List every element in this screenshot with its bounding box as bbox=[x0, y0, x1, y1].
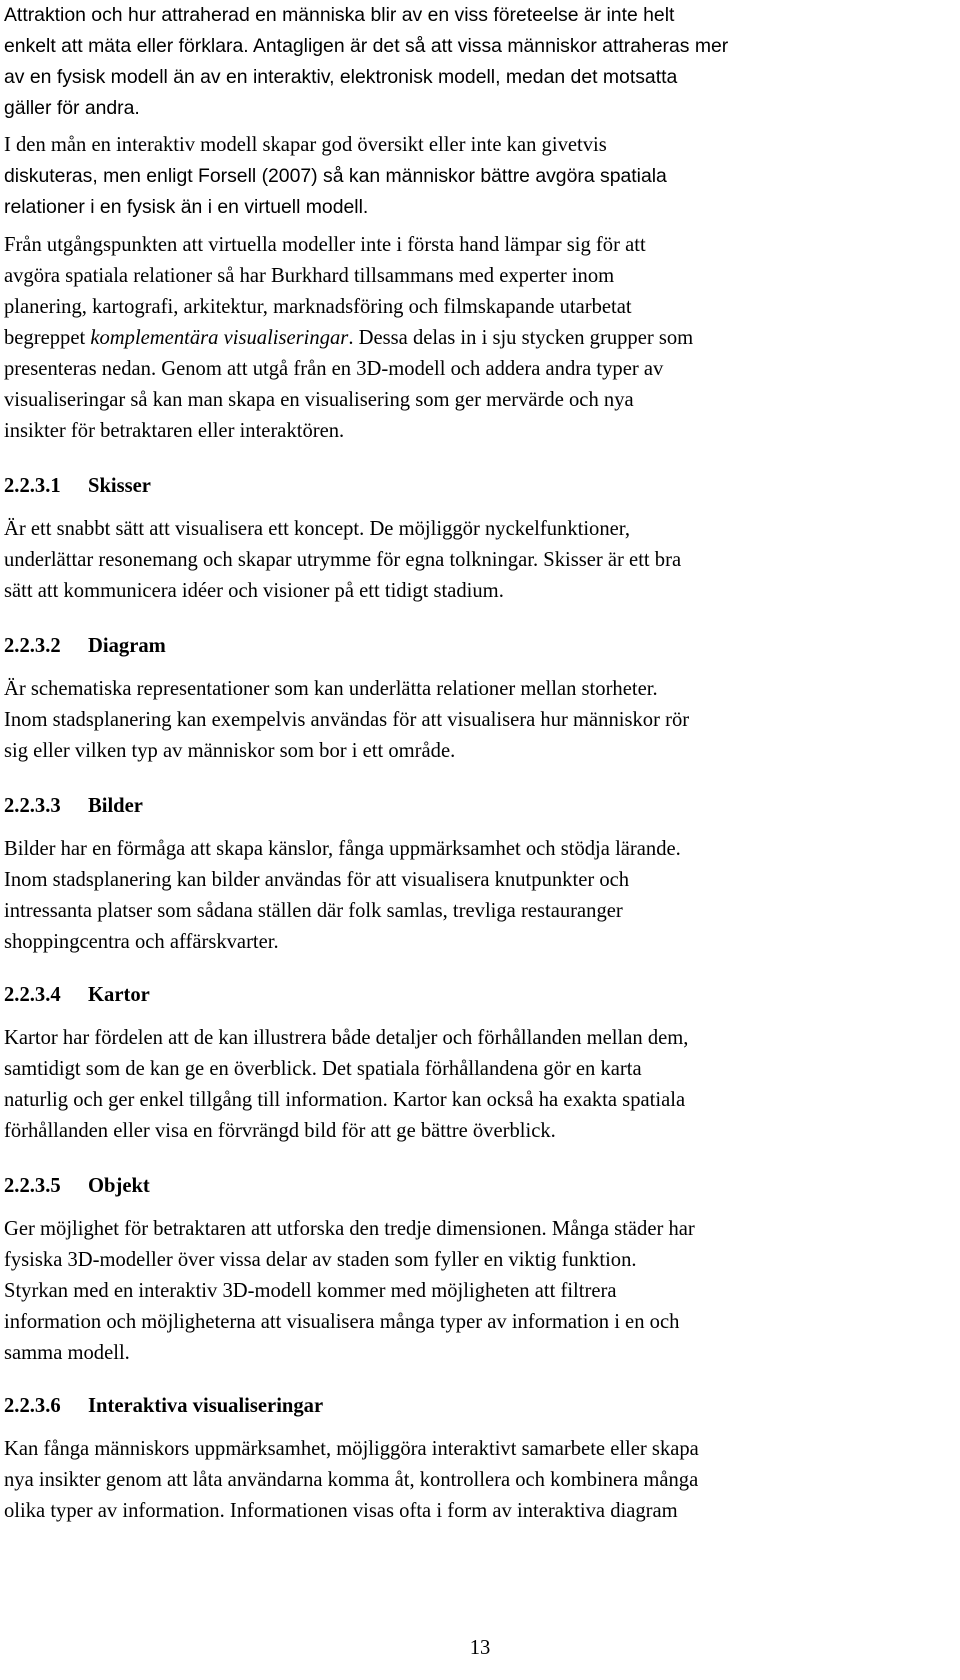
section-title: Objekt bbox=[88, 1175, 150, 1197]
section-number: 2.2.3.6 bbox=[4, 1395, 61, 1417]
section-title: Kartor bbox=[88, 984, 150, 1006]
text-fragment: . Dessa delas in i sju stycken grupper som bbox=[348, 327, 694, 349]
section-number: 2.2.3.2 bbox=[4, 635, 61, 657]
text-line: insikter för betraktaren eller interaktören. bbox=[4, 420, 345, 442]
text-line: underlättar resonemang och skapar utrymme för egna tolkningar. Skisser är ett bra bbox=[4, 549, 682, 571]
section-heading-skisser bbox=[4, 471, 151, 502]
section-heading-kartor bbox=[4, 980, 150, 1011]
section-body-bilder bbox=[4, 834, 681, 958]
section-body-kartor bbox=[4, 1023, 688, 1147]
text-line: Från utgångspunkten att virtuella modeller inte i första hand lämpar sig för att bbox=[4, 234, 646, 256]
text-line: intressanta platser som sådana ställen där folk samlas, trevliga restauranger bbox=[4, 900, 623, 922]
text-line: Styrkan med en interaktiv 3D-modell kommer med möjligheten att filtrera bbox=[4, 1280, 617, 1302]
paragraph-burkhard bbox=[4, 230, 693, 447]
section-number: 2.2.3.3 bbox=[4, 795, 61, 817]
text-line: planering, kartografi, arkitektur, marknadsföring och filmskapande utarbetat bbox=[4, 296, 632, 318]
text-line: gäller för andra. bbox=[4, 97, 140, 119]
text-line: Ger möjlighet för betraktaren att utforska den tredje dimensionen. Många städer har bbox=[4, 1218, 695, 1240]
text-line: I den mån en interaktiv modell skapar god översikt eller inte kan givetvis bbox=[4, 134, 607, 156]
text-line: nya insikter genom att låta användarna komma åt, kontrollera och kombinera många bbox=[4, 1469, 699, 1491]
section-heading-objekt bbox=[4, 1171, 150, 1202]
emphasized-term: komplementära visualiseringar bbox=[90, 327, 349, 349]
section-heading-bilder bbox=[4, 791, 143, 822]
text-line: avgöra spatiala relationer så har Burkhard tillsammans med experter inom bbox=[4, 265, 615, 287]
text-line: diskuteras, men enligt Forsell (2007) så kan människor bättre avgöra spatiala bbox=[4, 165, 667, 187]
text-line: olika typer av information. Informationen visas ofta i form av interaktiva diagram bbox=[4, 1500, 678, 1522]
section-number: 2.2.3.1 bbox=[4, 475, 61, 497]
text-line: samtidigt som de kan ge en överblick. Det spatiala förhållandena gör en karta bbox=[4, 1058, 642, 1080]
text-line: shoppingcentra och affärskvarter. bbox=[4, 931, 279, 953]
text-line: samma modell. bbox=[4, 1342, 130, 1364]
section-number: 2.2.3.4 bbox=[4, 984, 61, 1006]
section-body-skisser bbox=[4, 514, 681, 607]
text-line: Kartor har fördelen att de kan illustrera både detaljer och förhållanden mellan dem, bbox=[4, 1027, 689, 1049]
intro-paragraph-attraction bbox=[4, 0, 728, 124]
text-line: Är schematiska representationer som kan underlätta relationer mellan storheter. bbox=[4, 678, 658, 700]
section-title: Skisser bbox=[88, 475, 151, 497]
text-line: Attraktion och hur attraherad en människa blir av en viss företeelse är inte helt bbox=[4, 4, 675, 26]
paragraph-forsell bbox=[4, 130, 667, 223]
page-number: 13 bbox=[469, 1637, 491, 1659]
section-heading-interaktiva-visualiseringar bbox=[4, 1391, 323, 1422]
section-body-interaktiva-visualiseringar bbox=[4, 1434, 699, 1527]
section-body-diagram bbox=[4, 674, 689, 767]
section-body-objekt bbox=[4, 1214, 695, 1369]
section-title: Diagram bbox=[88, 635, 166, 657]
section-heading-diagram bbox=[4, 631, 166, 662]
section-title: Bilder bbox=[88, 795, 143, 817]
text-fragment: begreppet bbox=[4, 327, 91, 349]
text-line: information och möjligheterna att visualisera många typer av information i en och bbox=[4, 1311, 680, 1333]
text-line: Inom stadsplanering kan exempelvis användas för att visualisera hur människor rör bbox=[4, 709, 690, 731]
text-line: presenteras nedan. Genom att utgå från en 3D-modell och addera andra typer av bbox=[4, 358, 664, 380]
text-line: Är ett snabbt sätt att visualisera ett koncept. De möjliggör nyckelfunktioner, bbox=[4, 518, 630, 540]
section-title: Interaktiva visualiseringar bbox=[88, 1395, 324, 1417]
text-line: naturlig och ger enkel tillgång till information. Kartor kan också ha exakta spatiala bbox=[4, 1089, 686, 1111]
text-line: förhållanden eller visa en förvrängd bild för att ge bättre överblick. bbox=[4, 1120, 556, 1142]
text-line bbox=[4, 323, 693, 354]
text-line: Inom stadsplanering kan bilder användas för att visualisera knutpunkter och bbox=[4, 869, 630, 891]
text-line: fysiska 3D-modeller över vissa delar av staden som fyller en viktig funktion. bbox=[4, 1249, 637, 1271]
text-line: visualiseringar så kan man skapa en visualisering som ger mervärde och nya bbox=[4, 389, 634, 411]
text-line: sätt att kommunicera idéer och visioner på ett tidigt stadium. bbox=[4, 580, 504, 602]
section-number: 2.2.3.5 bbox=[4, 1175, 61, 1197]
text-line: enkelt att mäta eller förklara. Antagligen är det så att vissa människor attraheras mer bbox=[4, 35, 729, 57]
text-line: relationer i en fysisk än i en virtuell modell. bbox=[4, 196, 369, 218]
text-line: av en fysisk modell än av en interaktiv, elektronisk modell, medan det motsatta bbox=[4, 66, 678, 88]
text-line: Kan fånga människors uppmärksamhet, möjliggöra interaktivt samarbete eller skapa bbox=[4, 1438, 699, 1460]
text-line: Bilder har en förmåga att skapa känslor, fånga uppmärksamhet och stödja lärande. bbox=[4, 838, 681, 860]
text-line: sig eller vilken typ av människor som bor i ett område. bbox=[4, 740, 456, 762]
